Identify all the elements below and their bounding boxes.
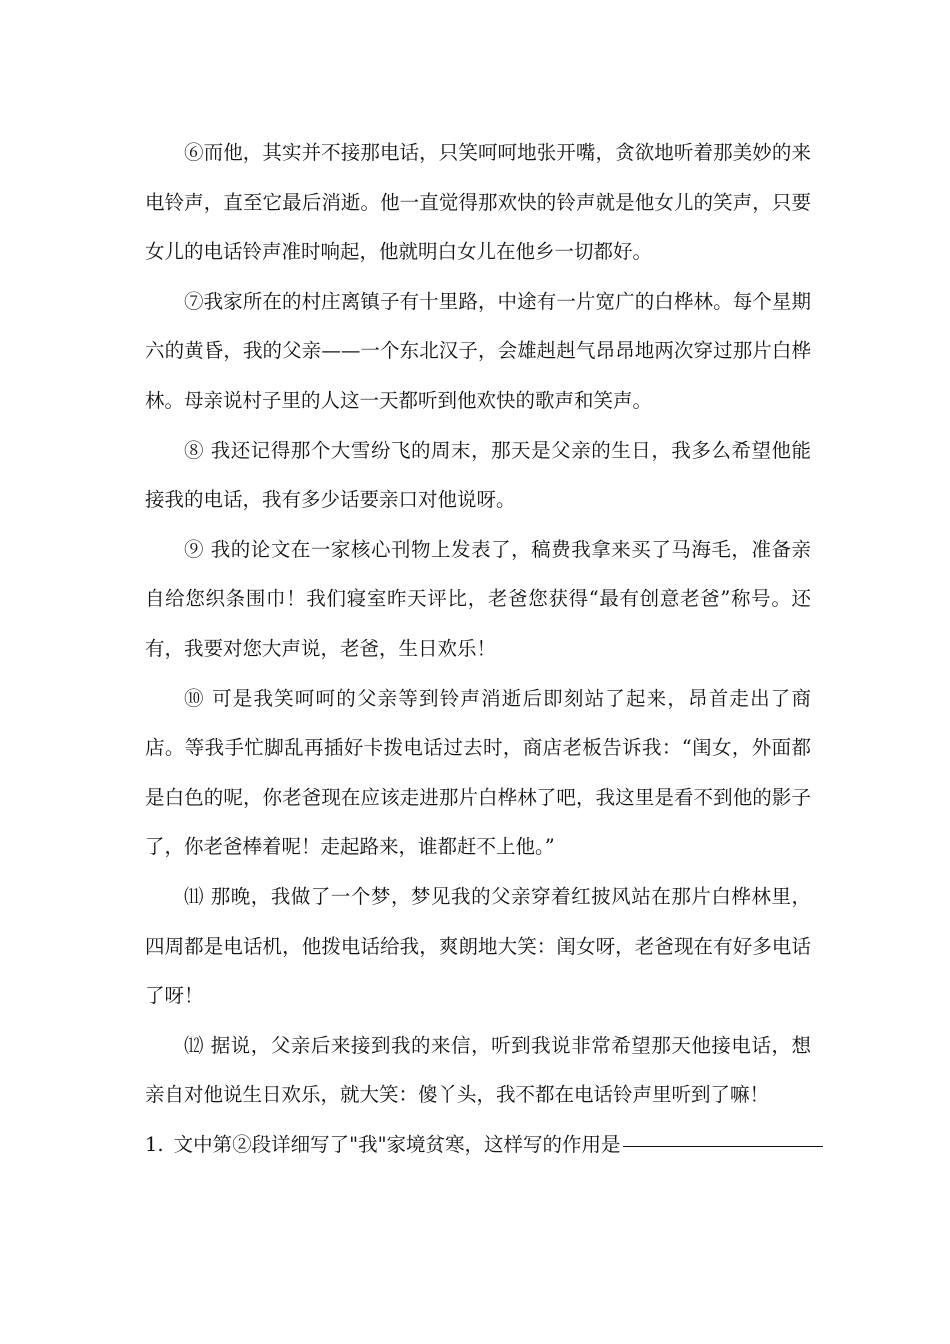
paragraph-7: ⑦我家所在的村庄离镇子有十里路，中途有一片宽广的白桦林。每个星期六的黄昏，我的父亲——一个东北汉子，会雄赳赳气昂昂地两次穿过那片白桦林。母亲说村子里的人这一天都听到他欢快的歌声和笑声。 bbox=[145, 289, 811, 412]
paragraph-11: ⑾ 那晚，我做了一个梦，梦见我的父亲穿着红披风站在那片白桦林里，四周都是电话机，他拨电话给我，爽朗地大笑：闺女呀，老爸现在有好多电话了呀！ bbox=[145, 884, 811, 1008]
question-text: 文中第②段详细写了"我"家境贫寒，这样写的作用是 bbox=[173, 1132, 621, 1156]
paragraph-12: ⑿ 据说，父亲后来接到我的来信，听到我说非常希望那天他接电话，想亲自对他说生日欢乐，就大笑：傻丫头，我不都在电话铃声里听到了嘛！ bbox=[145, 1033, 811, 1107]
paragraph-6: ⑥而他，其实并不接那电话，只笑呵呵地张开嘴，贪欲地听着那美妙的来电铃声，直至它最后消逝。他一直觉得那欢快的铃声就是他女儿的笑声，只要女儿的电话铃声准时响起，他就明白女儿在他乡一切都好。 bbox=[145, 141, 811, 264]
answer-blank-line[interactable] bbox=[623, 1145, 823, 1147]
document-page bbox=[145, 128, 811, 1169]
paragraph-9: ⑨ 我的论文在一家核心刊物上发表了，稿费我拿来买了马海毛，准备亲自给您织条围巾！我们寝室昨天评比，老爸您获得“最有创意老爸”称号。还有，我要对您大声说，老爸，生日欢乐！ bbox=[145, 537, 811, 660]
paragraph-8: ⑧ 我还记得那个大雪纷飞的周末，那天是父亲的生日，我多么希望他能接我的电话，我有多少话要亲口对他说呀。 bbox=[145, 438, 811, 512]
paragraph-10: ⑩ 可是我笑呵呵的父亲等到铃声消逝后即刻站了起来，昂首走出了商店。等我手忙脚乱再插好卡拨电话过去时，商店老板告诉我：“闺女，外面都是白色的呢，你老爸现在应该走进那片白桦林了吧，我这里是看不到他的影子了，你老爸棒着呢！走起路来，谁都赶不上他。” bbox=[145, 686, 811, 859]
question-1 bbox=[145, 1120, 811, 1170]
question-number: 1. bbox=[145, 1132, 164, 1156]
